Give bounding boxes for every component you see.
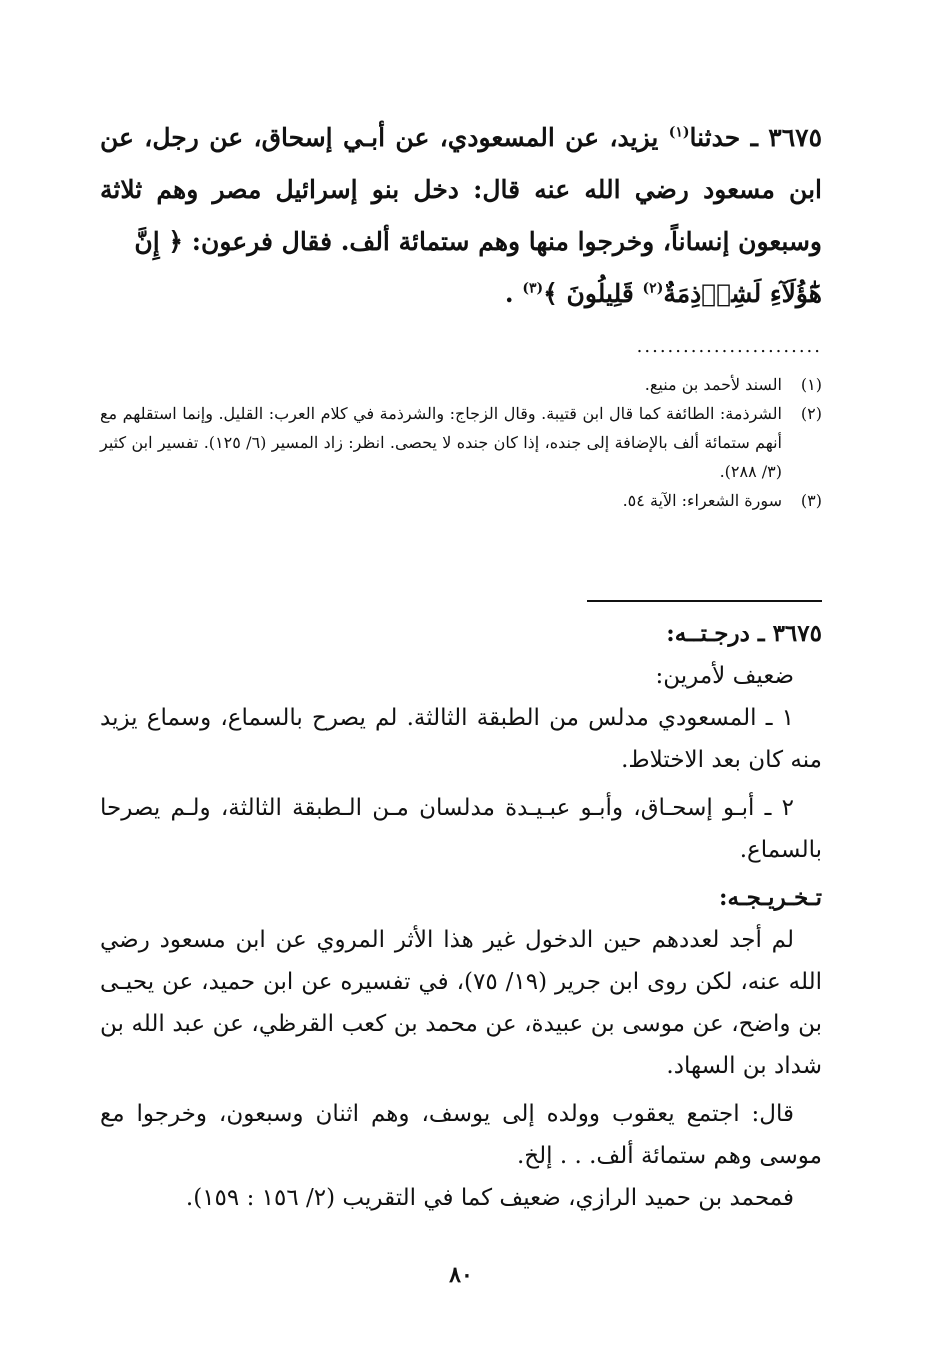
footnote-ref-1: (١) — [668, 124, 690, 141]
footnotes — [100, 370, 822, 515]
hadith-opening: حدثنا — [689, 123, 741, 152]
page-number: ٨٠ — [449, 1262, 473, 1288]
footnote-item — [100, 486, 822, 515]
book-page — [100, 0, 822, 1371]
footnote-mark: (١) — [800, 375, 822, 394]
footnote-ref-2: (٢) — [642, 280, 664, 297]
takhrij-paragraph-3: فمحمد بن حميد الرازي، ضعيف كما في التقريب (٢/ ١٥٦ : ١٥٩). — [185, 1185, 794, 1211]
hadith-text — [100, 112, 822, 320]
footnote-item — [100, 399, 822, 486]
grading-reason-2: ٢ ـ أبـو إسحـاق، وأبـو عبـيـدة مدلسان مـن الـطبقة الثالثة، ولـم يصرحا بالسماع. — [100, 795, 822, 863]
takhrij-heading: تـخـريـجـه: — [719, 884, 822, 911]
footnote-text: سورة الشعراء: الآية ٥٤. — [622, 491, 782, 510]
hadith-end-mark: . — [504, 279, 514, 308]
quran-quote-part-1: هَٰٓؤُلَآءِ لَشِرۡذِمَةٌ — [663, 279, 822, 308]
footnote-item — [100, 370, 822, 399]
grading-verdict: ضعيف لأمرين: — [655, 663, 794, 689]
section-divider — [587, 600, 822, 602]
footnote-ref-3: (٣) — [522, 280, 544, 297]
footnote-text: السند لأحمد بن منيع. — [644, 375, 782, 394]
takhrij-paragraph-1: لم أجد لعددهم حين الدخول غير هذا الأثر المروي عن ابن مسعود رضي الله عنه، لكن روى ابن جرير (١٩/ ٧٥)، في تفسيره عن ابن حميد، عن يحيـى بن واضح، عن موسى بن عبيدة، عن محمد بن كعب القرظي، عن عبد الله بن شداد بن السهاد. — [100, 927, 822, 1079]
footnote-separator: ........................ — [636, 336, 822, 357]
commentary-section — [100, 613, 822, 1219]
hadith-body: يزيد، عن المسعودي، عن أبـي إسحاق، عن رجل، عن ابن مسعود رضي الله عنه قال: دخل بنو إسرائيل مصر وهم ثلاثة وسبعون إنساناً، وخرجوا منها وهم ستمائة ألف. فقال فرعون: ﴿ إِنَّ — [100, 123, 822, 256]
footnote-text: الشرذمة: الطائفة كما قال ابن قتيبة. وقال الزجاج: والشرذمة في كلام العرب: القليل. وإنما استقلهم مع أنهم ستمائة ألف بالإضافة إلى جنده، إذا كان جنده لا يحصى. انظر: زاد المسير (٦/ ١٢٥). تفسير ابن كثير (٣/ ٢٨٨). — [100, 404, 782, 481]
grading-heading: ٣٦٧٥ ـ درجـتــه: — [666, 620, 822, 647]
hadith-number: ٣٦٧٥ ـ — [750, 123, 822, 152]
footnote-mark: (٢) — [800, 404, 822, 423]
quran-quote-part-2: قَلِيلُونَ ﴾ — [543, 279, 634, 308]
takhrij-paragraph-2: قال: اجتمع يعقوب وولده إلى يوسف، وهم اثنان وسبعون، وخرجوا مع موسى وهم ستمائة ألف. . . إلخ. — [100, 1101, 822, 1169]
grading-reason-1: ١ ـ المسعودي مدلس من الطبقة الثالثة. لم يصرح بالسماع، وسماع يزيد منه كان بعد الاختلاط. — [100, 705, 822, 773]
footnote-mark: (٣) — [800, 491, 822, 510]
